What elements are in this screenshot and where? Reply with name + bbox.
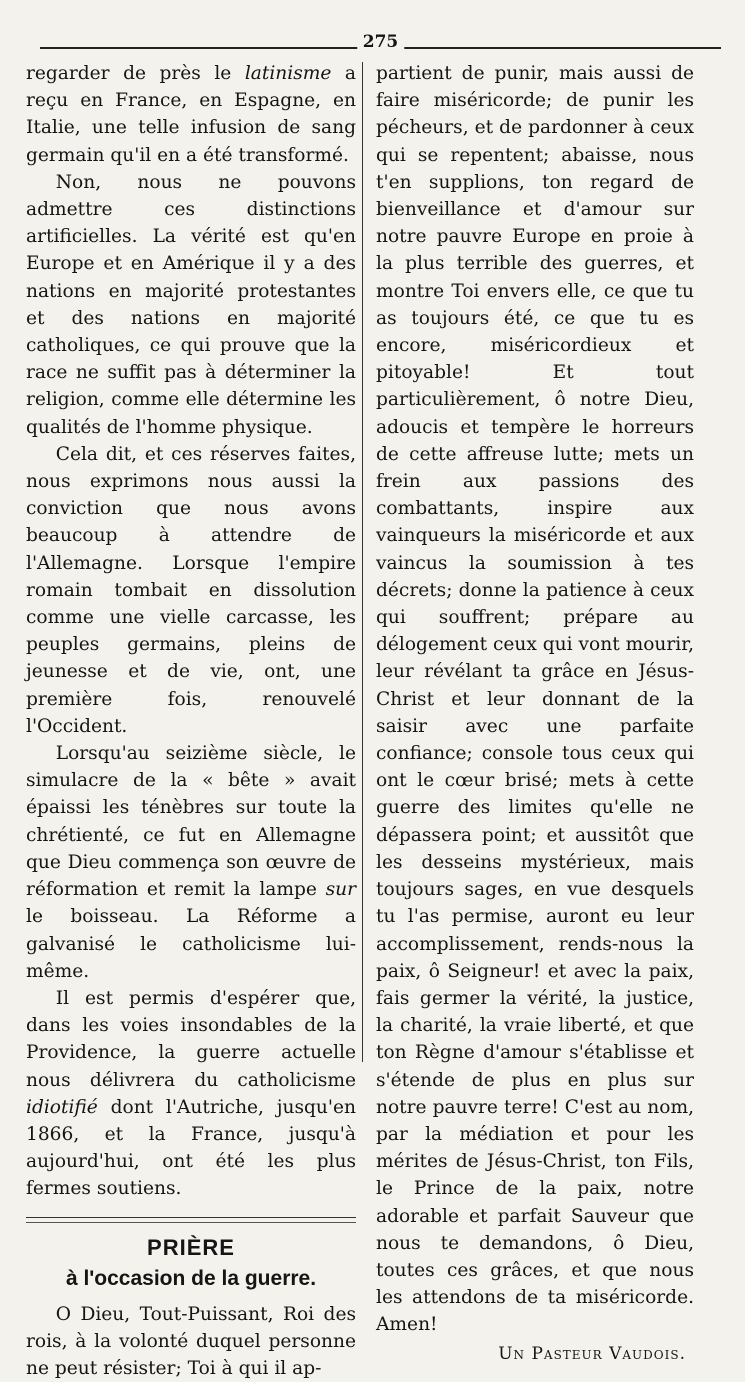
text-run: regarder de près le bbox=[26, 63, 245, 84]
page-number: 275 bbox=[357, 32, 405, 52]
text-run: a reçu en France, en Espagne, en Italie, une telle infusion de sang germain qu'il en a été transformé. bbox=[26, 63, 356, 166]
italic-word: latinisme bbox=[244, 63, 332, 84]
italic-word: sur bbox=[325, 879, 356, 901]
paragraph: O Dieu, Tout-Puissant, Roi des rois, à la volonté duquel personne ne peut résister; Toi à qui il ap- bbox=[26, 1303, 356, 1379]
signature: Un Pasteur Vaudois. bbox=[498, 1343, 686, 1364]
right-column bbox=[376, 60, 694, 1368]
paragraph bbox=[26, 985, 356, 1203]
italic-word: idiotifié bbox=[26, 1096, 98, 1118]
paragraph-continued bbox=[26, 60, 356, 169]
paragraph: Cela dit, et ces réserves faites, nous exprimons nous aussi la conviction que nous avons beaucoup à attendre de l'Allemagne. Lorsque l'empire romain tombait en dissolution comme une vielle carcasse, les peuples germains, pleins de jeunesse et de vie, ont, une première fois, renouvelé l'Occident. bbox=[26, 443, 356, 737]
text-run: dont l'Autriche, jusqu'en 1866, et la France, jusqu'à aujourd'hui, ont été les plus fermes soutiens. bbox=[26, 1096, 356, 1200]
paragraph-continued: partient de punir, mais aussi de faire miséricorde; de punir les pécheurs, et de pardonner à ceux qui se repentent; abaisse, nous t'en supplions, ton regard de bienveillance et d'amour sur notre pauvre Europe en proie à la plus terrible des guerres, et montre Toi envers elle, ce que tu as toujours été, ce que tu es encore, miséricordieux et pitoyable! Et tout particulièrement, ô notre Dieu, adoucis et tempère le horreurs de cette affreuse lutte; mets un frein aux passions des combattants, inspire aux vainqueurs la miséricorde et aux vaincus la soumission à tes décrets; donne la patience à ceux qui souffrent; prépare au délogement ceux qui vont mourir, leur révélant ta grâce en Jésus-Christ et leur donnant de la saisir avec une parfaite confiance; console tous ceux qui ont le cœur brisé; mets à cette guerre des limites qu'elle ne dépassera point; et aussitôt que les desseins mystérieux, mais toujours sages, en vue desquels tu l'as permise, auront eu leur accomplissement, rends-nous la paix, ô Seigneur! et avec la paix, fais germer la vérité, la justice, la charité, la vraie liberté, et que ton Règne d'amour s'établisse et s'étende de plus en plus sur notre pauvre terre! C'est au nom, par la médiation et pour les mérites de Jésus-Christ, ton Fils, le Prince de la paix, notre adorable et parfait Sauveur que nous te demandons, ô Dieu, toutes ces grâces, et que nous les attendons de ta miséricorde. Amen! bbox=[376, 63, 694, 1336]
paragraph: Non, nous ne pouvons admettre ces distinctions artificielles. La vérité est qu'en Europe et en Amérique il y a des nations en majorité protestantes et des nations en majorité catholiques, ce qui prouve que la race ne suffit pas à déterminer la religion, comme elle détermine les qualités de l'homme physique. bbox=[26, 171, 356, 438]
text-run: Lorsqu'au seizième siècle, le simulacre de la « bête » avait épaissi les ténèbres sur toute la chrétienté, ce fut en Allemagne que Dieu commença son œuvre de réformation et remit la lampe bbox=[26, 743, 356, 901]
section-separator bbox=[26, 1217, 356, 1223]
text-run: Il est permis d'espérer que, dans les voies insondables de la Providence, la guerre actuelle nous délivrera du catholicisme bbox=[26, 987, 356, 1091]
column-divider bbox=[362, 62, 363, 1062]
page-header bbox=[40, 30, 721, 64]
section-title: PRIÈRE bbox=[147, 1234, 235, 1260]
paragraph bbox=[26, 740, 356, 985]
left-column bbox=[26, 60, 356, 1382]
text-run: le boisseau. La Réforme a galvanisé le catholicisme lui-même. bbox=[26, 906, 356, 982]
section-subtitle: à l'occasion de la guerre. bbox=[65, 1266, 317, 1290]
